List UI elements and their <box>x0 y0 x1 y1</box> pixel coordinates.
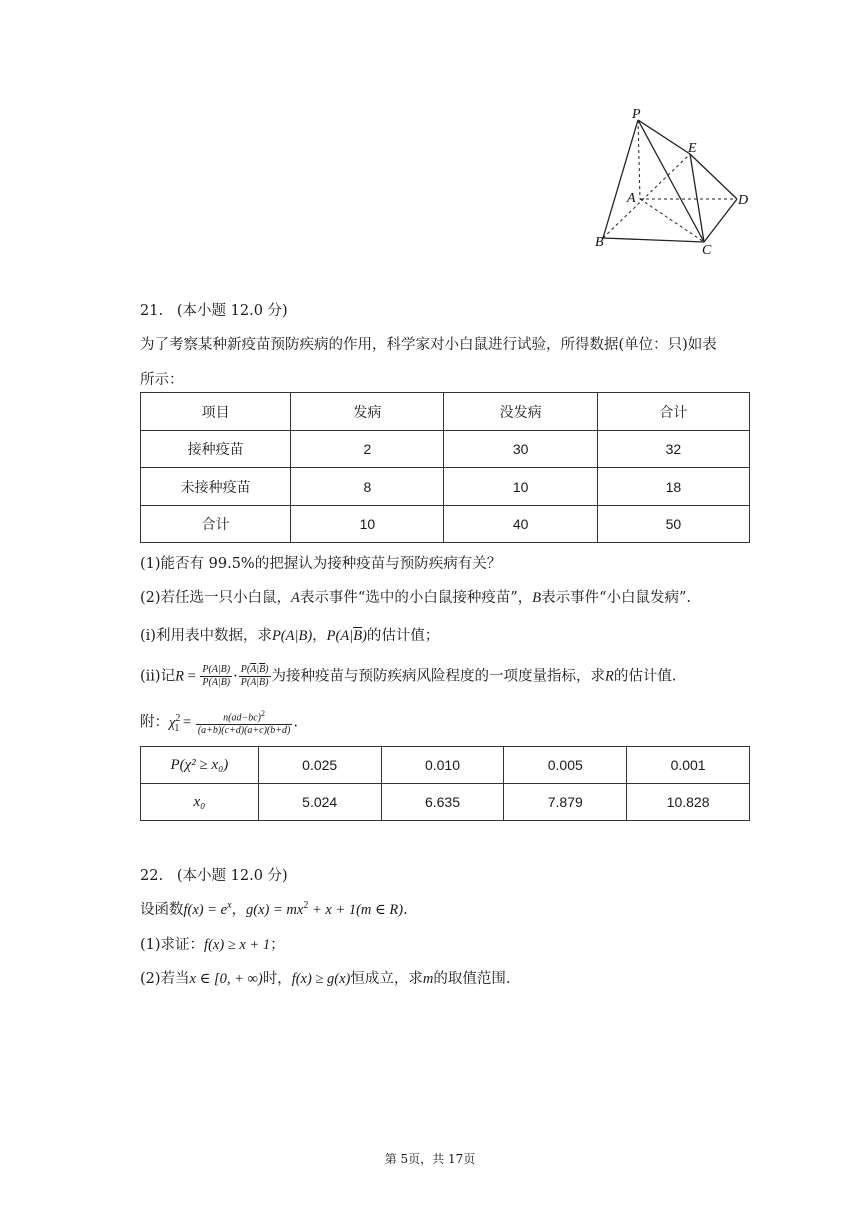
table-head-cell: x₀ <box>141 784 259 821</box>
table-cell: 未接种疫苗 <box>141 468 291 506</box>
label-B: B <box>595 235 604 250</box>
q22-text: 的取值范围. <box>433 971 511 987</box>
q22-text: 恒成立，求 <box>350 971 423 987</box>
edge-PE <box>638 120 690 154</box>
q21-sub1 <box>140 624 439 645</box>
q21-sub1-text: (ⅰ)利用表中数据，求 <box>140 628 272 644</box>
prob-A-given-B: P(A|B) <box>271 628 313 644</box>
edge-AC-dashed <box>640 199 704 242</box>
table-cell: 合计 <box>141 506 291 543</box>
q22-number: 22. <box>140 868 164 884</box>
header-cell: 发病 <box>291 393 444 431</box>
q22-text: 时， <box>262 971 292 987</box>
label-E: E <box>688 141 697 156</box>
q21-part2-text: (2)若任选一只小白鼠， <box>140 590 292 606</box>
table-cell: 0.025 <box>258 747 381 784</box>
edge-DC <box>704 199 737 242</box>
separator: ， <box>231 902 247 918</box>
q21-sub2-text: 为接种疫苗与预防疾病风险程度的一项度量指标，求 <box>271 668 606 685</box>
edge-ED <box>690 154 737 199</box>
table-cell: 0.005 <box>504 747 627 784</box>
table-header-row <box>141 393 750 431</box>
inequality-expr: f(x) ≥ g(x) <box>291 971 351 987</box>
table-cell: 0.010 <box>381 747 504 784</box>
q22-text: (2)若当 <box>140 971 190 987</box>
q21-appendix: 附：$\chi^2_1$ = $\frac{n(ad-bc)^2}{(a+b)(c+d)(a+c)(b+d)}$ . <box>140 709 298 737</box>
q21-number: 21. <box>140 303 164 319</box>
q22-text: (1)求证： <box>140 937 205 953</box>
table-cell: 30 <box>444 431 597 468</box>
table-cell: 8 <box>291 468 444 506</box>
q21-intro-line2: 所示： <box>140 372 184 388</box>
edge-PB <box>603 120 638 238</box>
table-row <box>141 506 750 543</box>
q21-part2-text: 表示事件“小白鼠发病”. <box>541 590 692 606</box>
inequality-expr: f(x) ≥ x + 1 <box>204 937 271 953</box>
label-D: D <box>738 193 749 208</box>
ratio-fraction-1: $\frac{P(A|B)}{P(\overline{A}|B)}$ <box>202 664 231 688</box>
q21-part2 <box>140 586 691 607</box>
table-cell: 7.879 <box>504 784 627 821</box>
table-cell: 10 <box>291 506 444 543</box>
label-P: P <box>632 107 641 122</box>
q22-points: (本小题 12.0 分) <box>176 868 288 884</box>
header-cell: 项目 <box>141 393 291 431</box>
event-A: A <box>291 590 300 606</box>
label-A: A <box>627 191 636 206</box>
q22-part1 <box>140 933 285 954</box>
q22-text: ； <box>270 937 285 953</box>
separator: ， <box>312 628 327 644</box>
chi-square-formula <box>196 708 293 737</box>
pyramid-figure <box>590 104 760 260</box>
page-footer: 第 5页，共 17页 <box>384 1152 476 1166</box>
prob-A-given-notB: $P(A|\overline{B})$ <box>326 628 367 644</box>
q21-part1: (1)能否有 99.5%的把握认为接种疫苗与预防疾病有关？ <box>140 556 502 572</box>
var-R: R <box>175 668 184 685</box>
domain-expr: x ∈ [0, + ∞) <box>189 971 263 987</box>
var-m: m <box>422 971 434 987</box>
table-cell: 50 <box>597 506 749 543</box>
table-cell: 0.001 <box>627 747 750 784</box>
q22-part2 <box>140 967 510 988</box>
table-cell: 10 <box>444 468 597 506</box>
q21-sub1-text: 的估计值； <box>366 628 440 644</box>
edge-BC <box>603 238 704 242</box>
q22-line1 <box>140 898 408 919</box>
table-cell: 10.828 <box>627 784 750 821</box>
table-row <box>141 468 750 506</box>
q21-part2-text: 表示事件“选中的小白鼠接种疫苗”， <box>299 590 533 606</box>
function-f: $f(x) = e^x$ <box>183 900 232 918</box>
chi-denominator: (a+b)(c+d)(a+c)(b+d) <box>197 725 291 737</box>
function-g: $g(x) = mx^2 + x + 1(m$ ∈ R) <box>246 900 404 918</box>
var-R: R <box>605 668 614 685</box>
vaccine-table <box>140 392 750 543</box>
appendix-label: 附： <box>140 714 169 731</box>
q22-heading <box>140 864 288 885</box>
table-cell: 接种疫苗 <box>141 431 291 468</box>
chi-square-table <box>140 746 750 821</box>
table-cell: 32 <box>597 431 749 468</box>
header-cell: 没发病 <box>444 393 597 431</box>
chi-numerator: $n(ad-bc)^2$ <box>196 708 293 725</box>
q21-sub2-text: (ⅱ)记 <box>140 668 176 685</box>
table-row <box>141 747 750 784</box>
q21-sub2: (ⅱ)记R = $\frac{P(A|B)}{P(\overline{A}|B)}$ · $\frac{P(\overline{A}|\overline{B})}{P(A|\overline{B})}$ 为接种疫苗与预防疾病风险程度的一项度量指标，求R的估计值. <box>140 664 677 688</box>
ratio-fraction-2: $\frac{P(\overline{A}|\overline{B})}{P(A|\overline{B})}$ <box>240 664 269 688</box>
q21-heading <box>140 299 288 320</box>
q21-points: (本小题 12.0 分) <box>176 303 288 319</box>
q22-text: 设函数 <box>140 902 184 918</box>
event-B: B <box>532 590 542 606</box>
table-cell: 5.024 <box>258 784 381 821</box>
table-row <box>141 784 750 821</box>
q22-text: . <box>403 902 408 918</box>
table-cell: 6.635 <box>381 784 504 821</box>
table-cell: 18 <box>597 468 749 506</box>
label-C: C <box>702 243 712 258</box>
q21-sub2-text: 的估计值. <box>613 668 677 685</box>
q21-intro-line1: 为了考察某种新疫苗预防疾病的作用，科学家对小白鼠进行试验，所得数据(单位：只)如表 <box>140 337 717 353</box>
table-cell: 2 <box>291 431 444 468</box>
table-cell: 40 <box>444 506 597 543</box>
table-head-cell: P(χ² ≥ x₀) <box>141 747 259 784</box>
edge-PA-dashed <box>638 120 640 199</box>
header-cell: 合计 <box>597 393 749 431</box>
table-row <box>141 431 750 468</box>
